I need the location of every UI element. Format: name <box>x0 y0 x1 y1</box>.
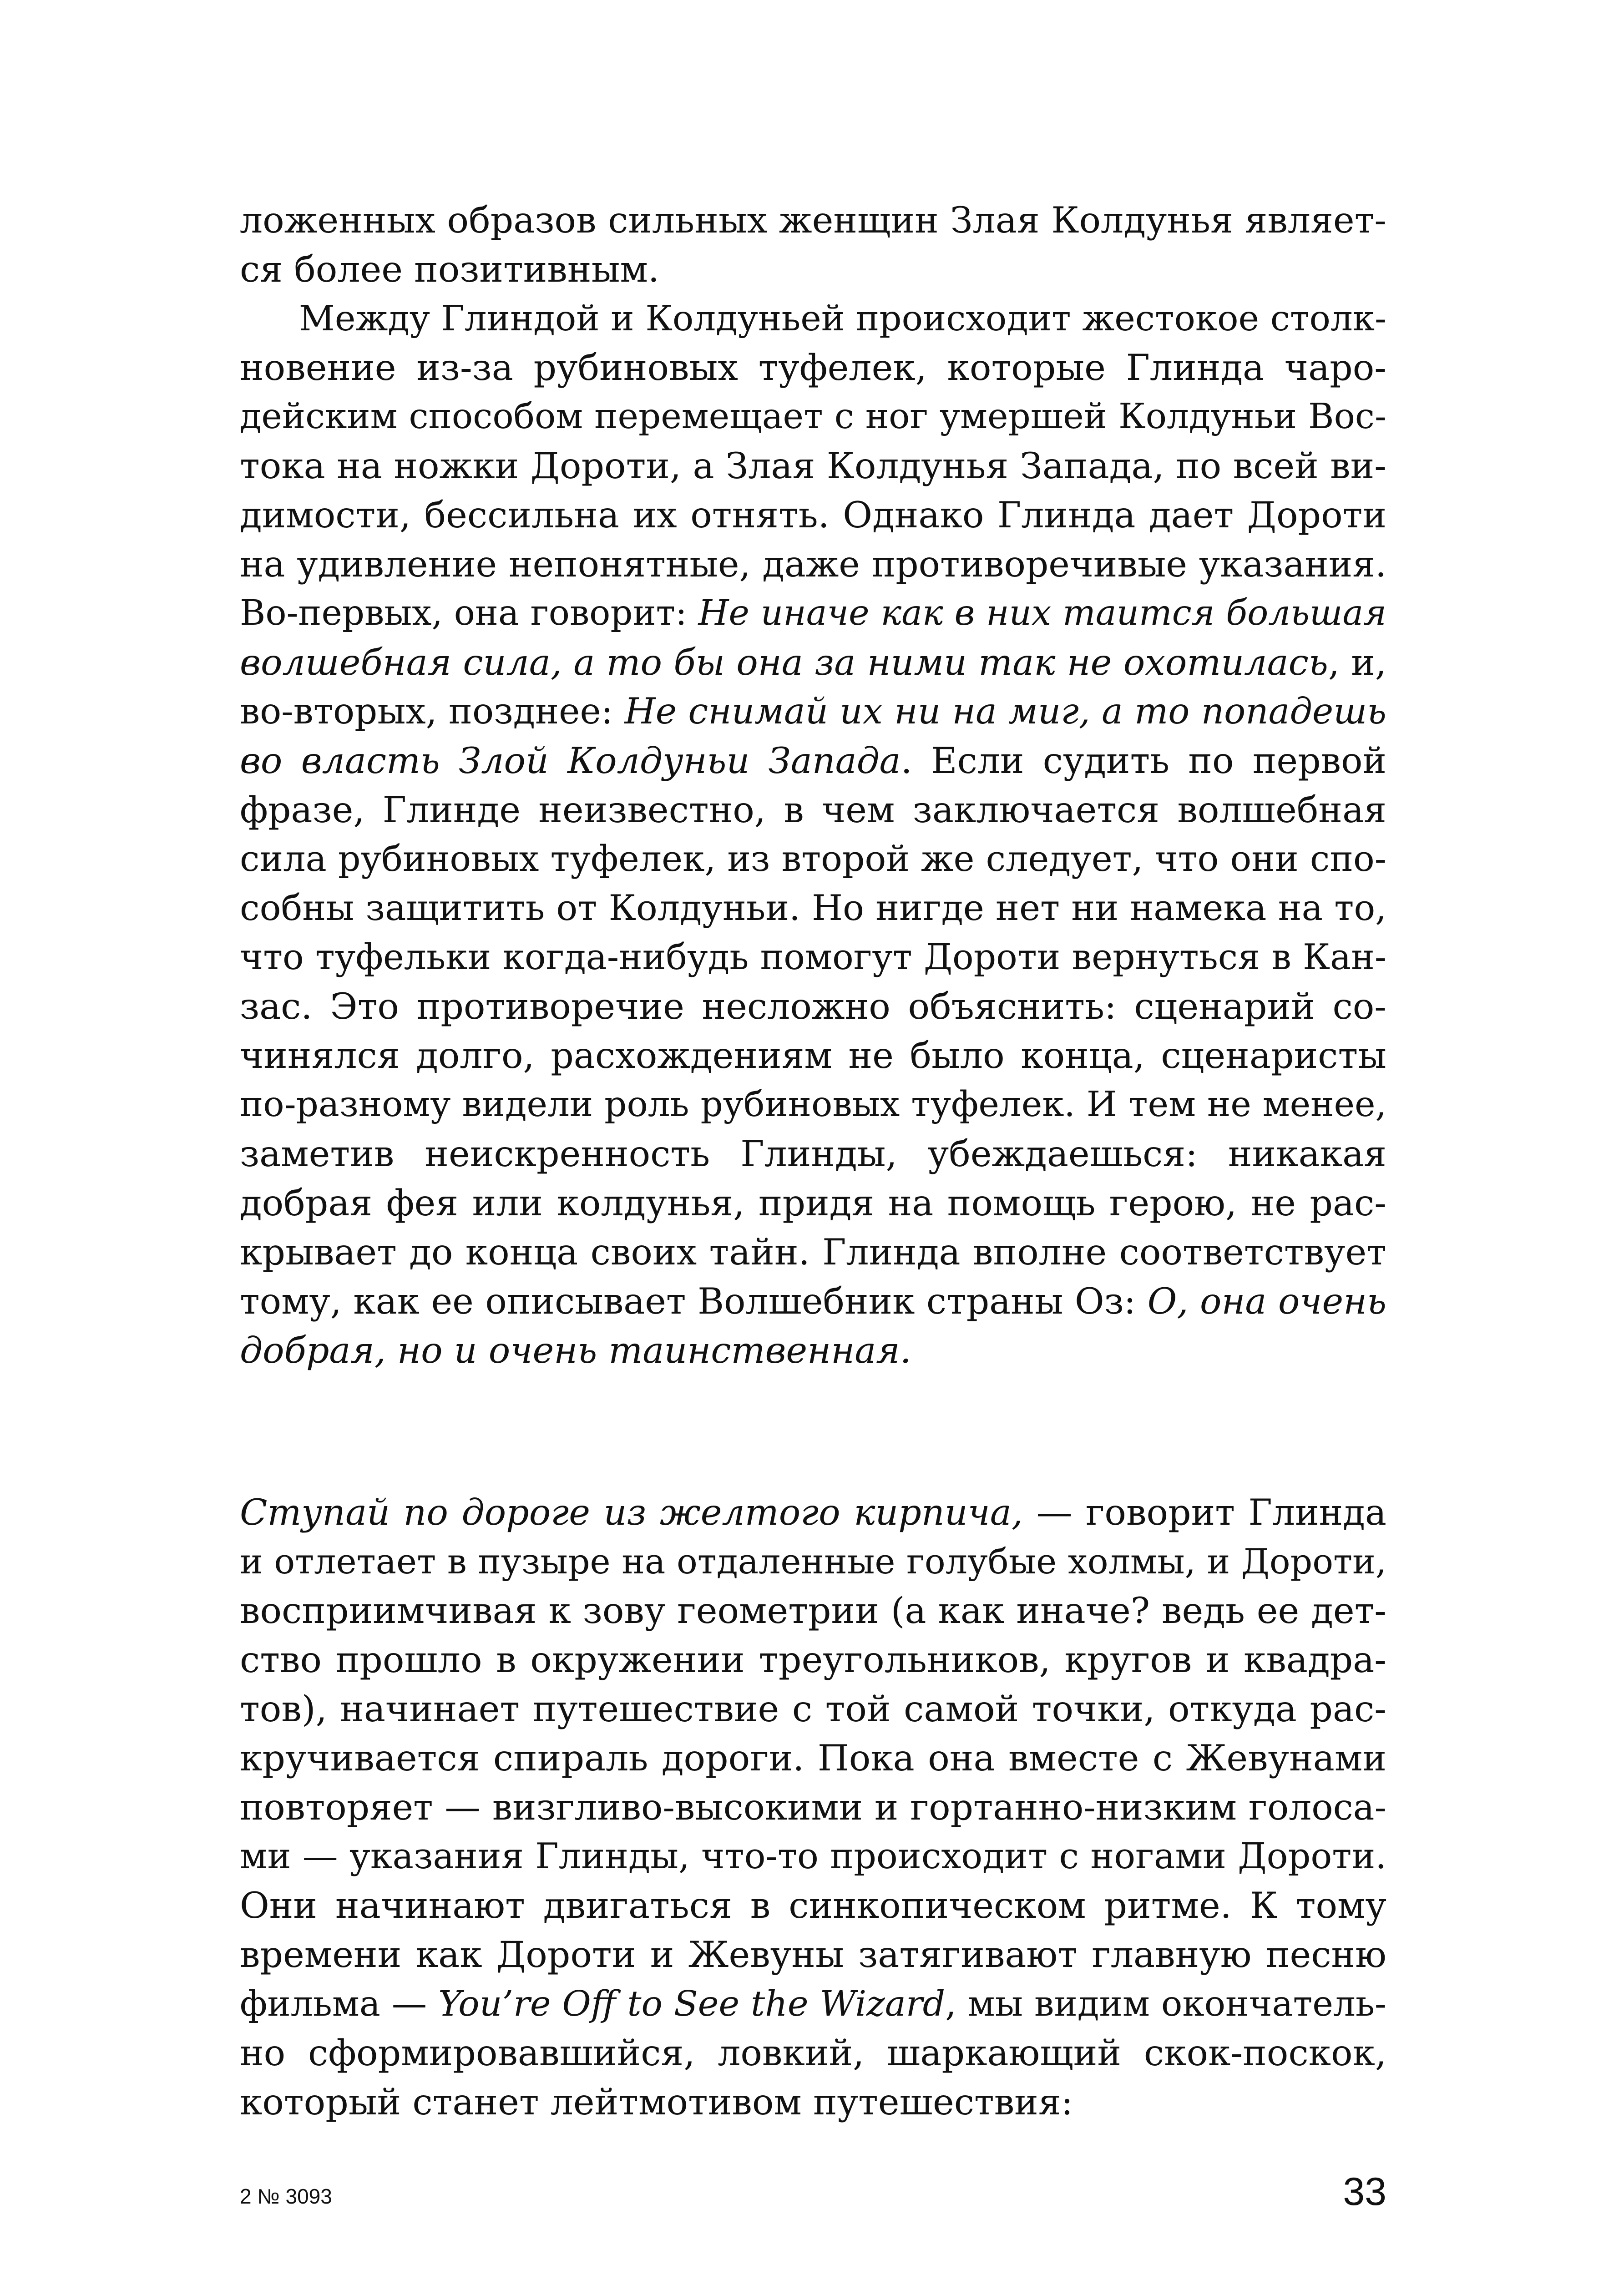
text-line: ложенных образов сильных женщин Злая Колдунья являет- <box>240 199 1386 241</box>
text-block-lower <box>240 1488 1386 2127</box>
text-line: тока на ножки Дороти, а Злая Колдунья Запада, по всей ви- <box>240 445 1386 487</box>
text-line: на удивление непонятные, даже противоречивые указания. <box>240 543 1386 585</box>
text-line: времени как Дороти и Жевуны затягивают главную песню <box>240 1934 1386 1976</box>
text-line: который станет лейтмотивом путешествия: <box>240 2081 1073 2123</box>
text-line: кручивается спираль дороги. Пока она вместе с Жевунами <box>240 1737 1386 1779</box>
text-line: добрая фея или колдунья, придя на помощь герою, не рас- <box>240 1182 1386 1224</box>
text-line: сила рубиновых туфелек, из второй же следует, что они спо- <box>240 839 1386 880</box>
text-run: тому, как ее описывает Волшебник страны Оз: <box>240 1280 1148 1322</box>
text-line: чинялся долго, расхождениям не было конца, сценаристы <box>240 1035 1386 1077</box>
text-line: тов), начинает путешествие с той самой точки, откуда рас- <box>240 1688 1386 1730</box>
text-line: ся более позитивным. <box>240 248 660 290</box>
italic-quote: во власть Злой Колдуньи Запада <box>240 740 901 782</box>
text-line <box>240 589 1386 638</box>
text-run: во-вторых, позднее: <box>240 691 625 732</box>
italic-quote: Не иначе как в них таится большая <box>698 593 1386 633</box>
text-line <box>240 1979 1386 2028</box>
text-line: что туфельки когда-нибудь помогут Дороти вернуться в Кан- <box>240 937 1386 978</box>
text-run: фильма — <box>240 1983 439 2024</box>
text-run: , мы видим окончатель- <box>945 1983 1386 2024</box>
text-line <box>240 736 1386 785</box>
text-line: дейским способом перемещает с ног умершей Колдуньи Вос- <box>240 396 1386 437</box>
text-line: димости, бессильна их отнять. Однако Глинда дает Дороти <box>240 494 1386 536</box>
text-line: собны защитить от Колдуньи. Но нигде нет ни намека на то, <box>240 888 1386 929</box>
text-line: заметив неискренность Глинды, убеждаешься: никакая <box>240 1133 1386 1175</box>
text-line: Между Глиндой и Колдуньей происходит жестокое столк- <box>299 298 1386 339</box>
text-line: фразе, Глинде неизвестно, в чем заключается волшебная <box>240 789 1386 831</box>
text-line: по-разному видели роль рубиновых туфелек. И тем не менее, <box>240 1084 1386 1125</box>
text-line <box>240 1326 1386 1375</box>
text-line <box>240 1488 1386 1537</box>
text-line: и отлетает в пузыре на отдаленные голубые холмы, и Дороти, <box>240 1541 1386 1582</box>
text-line: зас. Это противоречие несложно объяснить: сценарий со- <box>240 986 1386 1027</box>
text-line: Они начинают двигаться в синкопическом ритме. К тому <box>240 1885 1386 1926</box>
italic-quote: Не снимай их ни на миг, а то попадешь <box>624 691 1387 732</box>
printer-signature: 2 № 3093 <box>240 2184 332 2208</box>
text-line: но сформировавшийся, ловкий, шаркающий скок-поскок, <box>240 2032 1386 2074</box>
text-line: крывает до конца своих тайн. Глинда вполне соответствует <box>240 1231 1386 1273</box>
text-line <box>240 638 1386 687</box>
italic-title: You’re Off to See the Wizard <box>438 1983 946 2024</box>
text-block-upper <box>240 196 1386 1375</box>
text-line <box>240 1277 1386 1326</box>
text-line: новение из-за рубиновых туфелек, которые Глинда чаро- <box>240 347 1386 389</box>
italic-quote: Ступай по дороге из желтого кирпича, <box>240 1491 1023 1533</box>
text-line: ми — указания Глинды, что-то происходит с ногами Дороти. <box>240 1836 1386 1877</box>
italic-quote: О, она очень <box>1147 1280 1386 1322</box>
text-run: Во-первых, она говорит: <box>240 593 698 633</box>
page-number: 33 <box>1343 2170 1386 2214</box>
italic-quote: добрая, но и очень таинственная. <box>240 1330 911 1371</box>
text-line <box>240 687 1386 736</box>
text-run: , и, <box>1328 642 1386 683</box>
text-line: восприимчивая к зову геометрии (а как иначе? ведь ее дет- <box>240 1590 1386 1632</box>
text-run: — говорит Глинда <box>1023 1491 1386 1533</box>
text-line: повторяет — визгливо-высокими и гортанно-низким голоса- <box>240 1786 1386 1828</box>
text-line: ство прошло в окружении треугольников, кругов и квадра- <box>240 1639 1386 1681</box>
text-run: . Если судить по первой <box>901 740 1386 782</box>
italic-quote: волшебная сила, а то бы она за ними так не охотилась <box>240 642 1328 683</box>
